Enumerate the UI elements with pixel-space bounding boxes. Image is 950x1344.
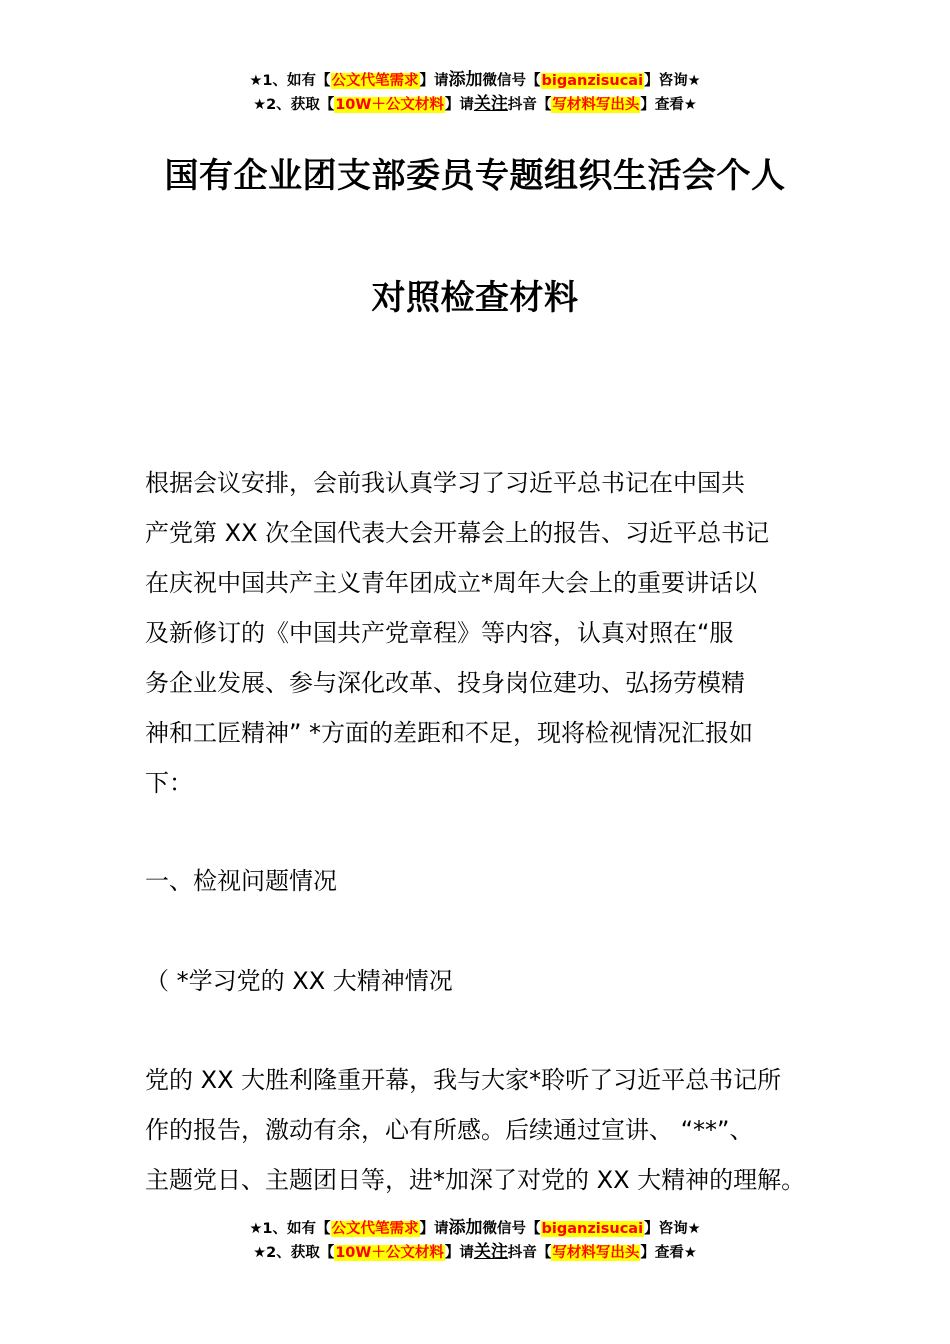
banner-line-2 — [0, 1240, 950, 1264]
banner-highlight: 写材料写出头 — [552, 97, 640, 113]
banner-text: ★1、如有【 — [249, 73, 331, 89]
section-heading: 一、检视问题情况 — [145, 867, 337, 895]
paragraph-line: 在庆祝中国共产主义青年团成立*周年大会上的重要讲话以 — [145, 569, 757, 597]
banner-emphasis: 关注 — [473, 94, 508, 114]
banner-text: 】请 — [419, 73, 449, 89]
banner-text: 微信号【 — [482, 73, 541, 89]
footer-banner — [0, 1216, 950, 1264]
paragraph-line: 务企业发展、参与深化改革、投身岗位建功、弘扬劳模精 — [145, 669, 745, 697]
body-paragraph — [145, 1055, 815, 1205]
banner-text: ★2、获取【 — [253, 1245, 335, 1261]
banner-text: 】请 — [444, 97, 474, 113]
banner-text: 抖音【 — [507, 1245, 552, 1261]
banner-text: ★2、获取【 — [253, 97, 335, 113]
paragraph-line: 下： — [145, 769, 193, 797]
paragraph-line: 产党第 XX 次全国代表大会开幕会上的报告、习近平总书记 — [145, 519, 770, 547]
banner-highlight: 10W＋公文材料 — [335, 1245, 444, 1261]
banner-text: 】咨询★ — [644, 1221, 701, 1237]
subsection-heading: （ *学习党的 XX 大精神情况 — [145, 967, 453, 995]
banner-text: 】请 — [444, 1245, 474, 1261]
banner-emphasis: 关注 — [473, 1242, 508, 1262]
banner-highlight: 写材料写出头 — [552, 1245, 640, 1261]
banner-highlight: 10W＋公文材料 — [335, 97, 444, 113]
banner-text: 】查看★ — [640, 97, 697, 113]
banner-highlight: 公文代笔需求 — [331, 73, 419, 89]
document-title-line-2: 对照检查材料 — [371, 278, 579, 318]
header-banner — [0, 68, 950, 116]
banner-line-2 — [0, 92, 950, 116]
banner-emphasis: 添加 — [448, 70, 483, 90]
banner-text: 微信号【 — [482, 1221, 541, 1237]
paragraph-line: 作的报告，激动有余，心有所感。后续通过宣讲、 “**”、 — [145, 1116, 754, 1144]
banner-text: 】咨询★ — [644, 73, 701, 89]
intro-paragraph — [145, 458, 815, 808]
banner-highlight: 公文代笔需求 — [331, 1221, 419, 1237]
paragraph-line: 根据会议安排，会前我认真学习了习近平总书记在中国共 — [145, 469, 745, 497]
banner-text: 】请 — [419, 1221, 449, 1237]
banner-highlight: biganzisucai — [541, 73, 644, 89]
document-title-line-1: 国有企业团支部委员专题组织生活会个人 — [164, 156, 786, 196]
banner-highlight: biganzisucai — [541, 1221, 644, 1237]
paragraph-line: 党的 XX 大胜利隆重开幕，我与大家*聆听了习近平总书记所 — [145, 1066, 782, 1094]
paragraph-line: 及新修订的《中国共产党章程》等内容，认真对照在“服 — [145, 619, 734, 647]
banner-line-1 — [0, 68, 950, 92]
banner-line-1 — [0, 1216, 950, 1240]
paragraph-line: 主题党日、主题团日等，进*加深了对党的 XX 大精神的理解。 — [145, 1166, 806, 1194]
paragraph-line: 神和工匠精神” *方面的差距和不足，现将检视情况汇报如 — [145, 719, 754, 747]
banner-text: 抖音【 — [507, 97, 552, 113]
banner-text: ★1、如有【 — [249, 1221, 331, 1237]
banner-emphasis: 添加 — [448, 1218, 483, 1238]
banner-text: 】查看★ — [640, 1245, 697, 1261]
